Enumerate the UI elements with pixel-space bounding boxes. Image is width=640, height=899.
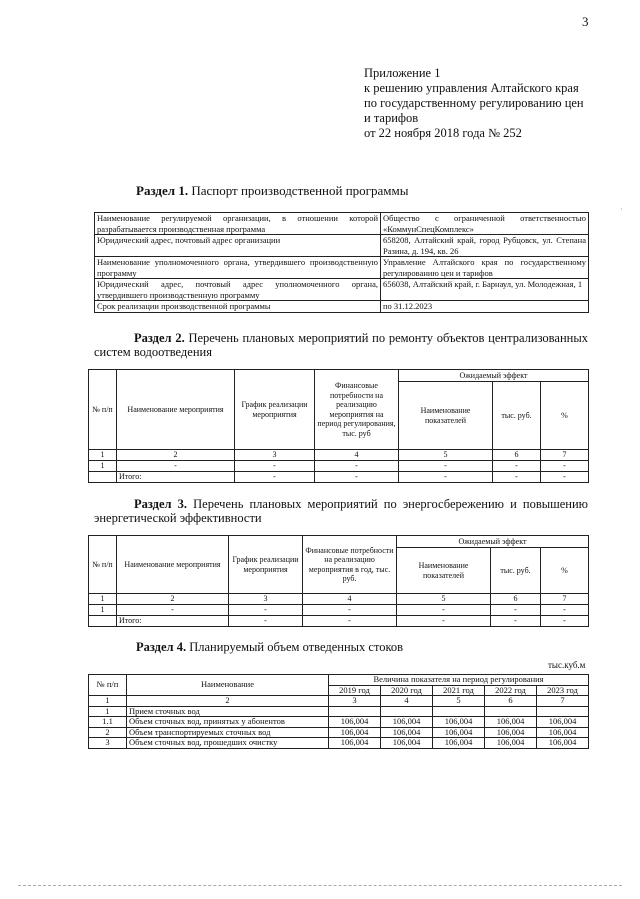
table-cell	[89, 471, 117, 482]
section2-title: Перечень плановых мероприятий по ремонту объектов централизованных систем водоотведения	[94, 331, 588, 359]
page-bottom-divider	[18, 885, 622, 886]
passport-name-cell: Срок реализации производственной программы	[95, 301, 381, 313]
table-row	[89, 594, 589, 605]
table-cell: -	[541, 460, 589, 471]
passport-name-cell: Юридический адрес, почтовый адрес организации	[95, 235, 381, 257]
table-row	[89, 604, 589, 615]
passport-name-cell: Наименование регулируемой организации, в отношении которой разрабатывается производственная программа	[95, 213, 381, 235]
value-cell: 106,004	[433, 738, 485, 749]
table-cell: -	[303, 604, 397, 615]
col-number-cell: 5	[433, 696, 485, 707]
col-header-num: № п/п	[89, 675, 127, 696]
table-cell: -	[399, 460, 493, 471]
col-header-finance: Финансовые потребности на реализацию мероприятия в год, тыс. руб.	[303, 536, 397, 594]
col-header-year: 2022 год	[485, 685, 537, 696]
table-row	[89, 727, 589, 738]
row-name-cell: Объем транспортируемых сточных вод	[127, 727, 329, 738]
col-number-cell: 7	[541, 450, 589, 461]
table-row	[89, 696, 589, 707]
table-row	[95, 301, 589, 313]
value-cell: 106,004	[329, 738, 381, 749]
table-cell: -	[397, 615, 491, 626]
col-header-num: № п/п	[89, 536, 117, 594]
table-row	[89, 738, 589, 749]
table-cell: -	[541, 604, 589, 615]
appendix-line: к решению управления Алтайского края	[364, 81, 579, 95]
col-header-name: Наименование мероприятия	[117, 536, 229, 594]
table-cell: -	[315, 471, 399, 482]
col-header-rub: тыс. руб.	[491, 548, 541, 594]
energy-measures-table	[88, 535, 589, 627]
col-number-cell: 1	[89, 696, 127, 707]
passport-value-cell: по 31.12.2023	[381, 301, 589, 313]
table-row	[89, 450, 589, 461]
col-header-year: 2023 год	[537, 685, 589, 696]
table-cell: -	[493, 460, 541, 471]
table-cell: -	[397, 604, 491, 615]
table-cell: -	[541, 471, 589, 482]
table-row	[95, 257, 589, 279]
row-name-cell: Объем сточных вод, прошедших очистку	[127, 738, 329, 749]
table-cell: -	[541, 615, 589, 626]
passport-name-cell: Юридический адрес, почтовый адрес уполномоченного органа, утвердившего производственную программу	[95, 279, 381, 301]
total-label: Итого:	[117, 471, 235, 482]
col-header-schedule: График реализации мероприятия	[235, 370, 315, 450]
value-cell: 106,004	[329, 717, 381, 728]
table-row	[89, 460, 589, 471]
col-number-cell: 2	[117, 594, 229, 605]
col-header-year: 2019 год	[329, 685, 381, 696]
table-cell: -	[229, 615, 303, 626]
col-number-cell: 3	[329, 696, 381, 707]
table-cell: -	[229, 604, 303, 615]
section2-heading	[94, 331, 588, 359]
col-number-cell: 2	[117, 450, 235, 461]
passport-value-cell: Управление Алтайского края по государственному регулированию цен и тарифов	[381, 257, 589, 279]
table-cell: -	[117, 460, 235, 471]
value-cell: 106,004	[381, 727, 433, 738]
value-cell	[485, 706, 537, 717]
appendix-line: Приложение 1	[364, 66, 441, 80]
table-cell: -	[235, 460, 315, 471]
col-number-cell: 5	[399, 450, 493, 461]
value-cell	[537, 706, 589, 717]
col-header-rub: тыс. руб.	[493, 382, 541, 450]
value-cell	[433, 706, 485, 717]
section1-label: Раздел 1.	[136, 183, 189, 198]
col-header-schedule: График реализации мероприятия	[229, 536, 303, 594]
passport-value-cell: 656038, Алтайский край, г. Барнаул, ул. Молодежная, 1	[381, 279, 589, 301]
table-row	[89, 536, 589, 548]
table-row	[89, 706, 589, 717]
table-cell: -	[491, 615, 541, 626]
col-number-cell: 2	[127, 696, 329, 707]
value-cell: 106,004	[485, 717, 537, 728]
value-cell: 106,004	[485, 727, 537, 738]
section3-title: Перечень плановых мероприятий по энергосбережению и повышению энергетической эффективности	[94, 497, 589, 525]
table-cell: -	[491, 604, 541, 615]
value-cell: 106,004	[329, 727, 381, 738]
appendix-line: и тарифов	[364, 111, 419, 125]
value-cell	[329, 706, 381, 717]
col-header-name: Наименование мероприятия	[117, 370, 235, 450]
table-row	[95, 235, 589, 257]
value-cell: 106,004	[537, 727, 589, 738]
table-row	[89, 370, 589, 382]
row-num-cell: 1	[89, 706, 127, 717]
section3-heading	[94, 497, 588, 525]
col-header-effect: Ожидаемый эффект	[399, 370, 589, 382]
col-header-finance: Финансовые потребности на реализацию мероприятия на период регулирования, тыс. руб	[315, 370, 399, 450]
value-cell: 106,004	[537, 738, 589, 749]
col-header-pct: %	[541, 548, 589, 594]
table-cell: 1	[89, 460, 117, 471]
appendix-line: по государственному регулированию цен	[364, 96, 584, 110]
row-name-cell: Прием сточных вод	[127, 706, 329, 717]
table-cell: -	[303, 615, 397, 626]
section1-heading	[136, 184, 408, 198]
col-number-cell: 6	[493, 450, 541, 461]
value-cell: 106,004	[381, 738, 433, 749]
table-cell: -	[493, 471, 541, 482]
table-row	[89, 471, 589, 482]
col-header-indicator: Наименование показателей	[397, 548, 491, 594]
value-cell: 106,004	[433, 727, 485, 738]
col-number-cell: 3	[235, 450, 315, 461]
col-header-pct: %	[541, 382, 589, 450]
section1-title: Паспорт производственной программы	[191, 183, 409, 198]
passport-name-cell: Наименование уполномоченного органа, утвердившего производственную программу	[95, 257, 381, 279]
table-cell: -	[235, 471, 315, 482]
row-name-cell: Объем сточных вод, принятых у абонентов	[127, 717, 329, 728]
col-header-name: Наименование	[127, 675, 329, 696]
table-cell: -	[399, 471, 493, 482]
table-row	[89, 675, 589, 686]
value-cell	[381, 706, 433, 717]
col-header-effect: Ожидаемый эффект	[397, 536, 589, 548]
passport-value-cell: 658208, Алтайский край, город Рубцовск, ул. Степана Разина, д. 194, кв. 26	[381, 235, 589, 257]
section3-label: Раздел 3.	[134, 497, 188, 511]
col-number-cell: 7	[537, 696, 589, 707]
section4-label: Раздел 4.	[136, 640, 187, 654]
margin-mark: ·	[620, 205, 623, 214]
passport-value-cell: Общество с ограниченной ответственностью «КоммунСпецКомплекс»	[381, 213, 589, 235]
col-number-cell: 6	[491, 594, 541, 605]
col-header-year: 2021 год	[433, 685, 485, 696]
col-number-cell: 1	[89, 450, 117, 461]
wastewater-volume-table	[88, 674, 589, 749]
page-number: 3	[582, 14, 589, 29]
row-num-cell: 3	[89, 738, 127, 749]
table-cell: -	[315, 460, 399, 471]
table-row	[95, 213, 589, 235]
table-cell: 1	[89, 604, 117, 615]
appendix-block	[364, 66, 584, 141]
col-header-num: № п/п	[89, 370, 117, 450]
row-num-cell: 2	[89, 727, 127, 738]
col-header-year: 2020 год	[381, 685, 433, 696]
col-number-cell: 6	[485, 696, 537, 707]
value-cell: 106,004	[537, 717, 589, 728]
table-row	[89, 615, 589, 626]
section4-heading	[136, 640, 403, 654]
value-cell: 106,004	[381, 717, 433, 728]
repair-measures-table	[88, 369, 589, 483]
section4-title: Планируемый объем отведенных стоков	[189, 640, 404, 654]
col-header-indicator: Наименование показателей	[399, 382, 493, 450]
col-number-cell: 1	[89, 594, 117, 605]
table-row	[89, 717, 589, 728]
col-number-cell: 3	[229, 594, 303, 605]
col-number-cell: 4	[315, 450, 399, 461]
total-label: Итого:	[117, 615, 229, 626]
col-number-cell: 4	[303, 594, 397, 605]
section2-label: Раздел 2.	[134, 331, 185, 345]
col-header-period: Величина показателя на период регулирования	[329, 675, 589, 686]
table-cell	[89, 615, 117, 626]
value-cell: 106,004	[485, 738, 537, 749]
appendix-line: от 22 ноября 2018 года № 252	[364, 126, 522, 140]
table-row	[95, 279, 589, 301]
col-number-cell: 5	[397, 594, 491, 605]
col-number-cell: 7	[541, 594, 589, 605]
passport-table	[94, 212, 589, 313]
unit-label: тыс.куб.м	[548, 660, 586, 670]
row-num-cell: 1.1	[89, 717, 127, 728]
table-cell: -	[117, 604, 229, 615]
value-cell: 106,004	[433, 717, 485, 728]
col-number-cell: 4	[381, 696, 433, 707]
